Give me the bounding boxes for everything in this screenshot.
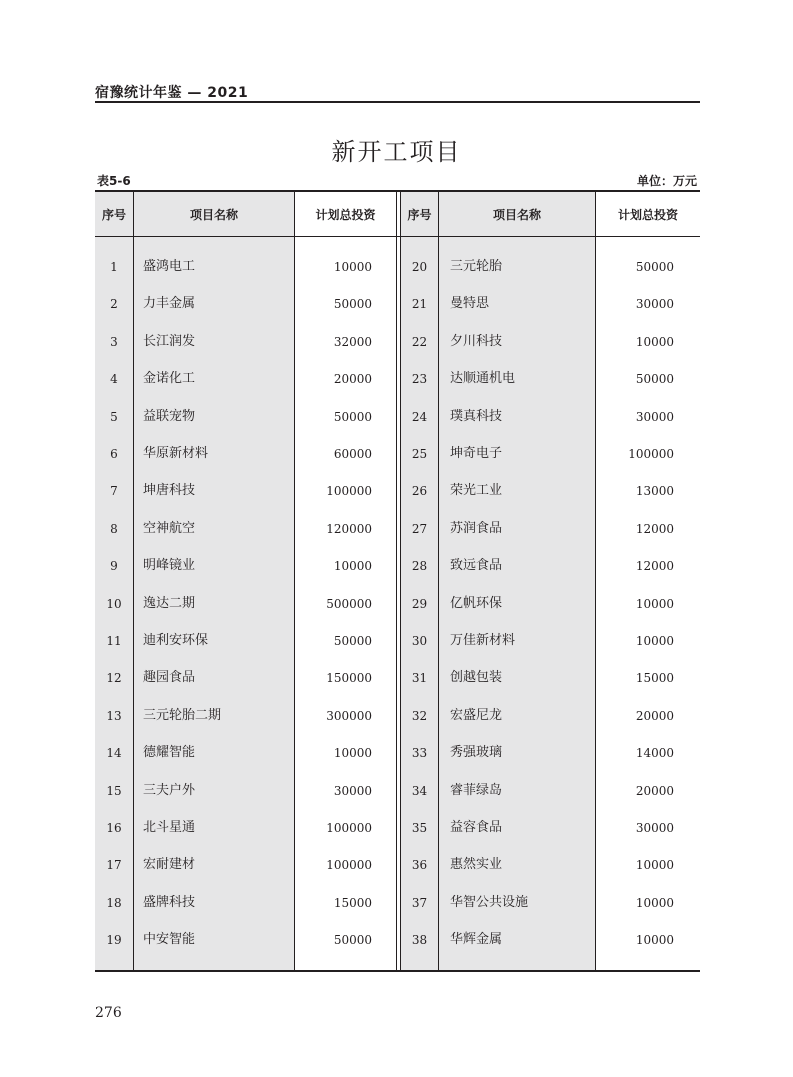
planned-investment: 12000 bbox=[635, 559, 674, 574]
running-head: 宿豫统计年鉴 — 2021 bbox=[95, 85, 249, 101]
project-name: 华智公共设施 bbox=[450, 894, 529, 910]
table-row bbox=[95, 481, 700, 501]
row-number: 26 bbox=[411, 484, 428, 499]
planned-investment: 10000 bbox=[635, 596, 674, 611]
project-name: 益容食品 bbox=[450, 820, 503, 835]
project-name: 宏耐建材 bbox=[143, 857, 196, 873]
project-name: 达顺通机电 bbox=[450, 371, 516, 387]
planned-investment: 50000 bbox=[333, 297, 372, 312]
project-name: 苏润食品 bbox=[450, 520, 503, 536]
table-row bbox=[95, 631, 700, 651]
row-number: 20 bbox=[411, 260, 428, 274]
project-name: 中安智能 bbox=[143, 932, 196, 948]
row-number: 3 bbox=[110, 334, 118, 349]
row-number: 11 bbox=[106, 634, 122, 648]
project-name: 秀强玻璃 bbox=[450, 745, 503, 761]
header-no-right: 序号 bbox=[407, 207, 432, 222]
table-row bbox=[95, 893, 700, 913]
row-number: 2 bbox=[110, 297, 118, 312]
project-name: 盛鸿电工 bbox=[143, 259, 196, 274]
header-investment-right: 计划总投资 bbox=[617, 207, 678, 222]
table-number: 表5-6 bbox=[97, 174, 131, 188]
planned-investment: 32000 bbox=[333, 334, 372, 349]
planned-investment: 30000 bbox=[333, 783, 372, 798]
planned-investment: 50000 bbox=[333, 409, 372, 424]
row-number: 17 bbox=[106, 858, 122, 873]
project-name: 致远食品 bbox=[450, 558, 503, 574]
row-number: 12 bbox=[106, 671, 122, 686]
row-number: 14 bbox=[106, 746, 122, 761]
project-name: 亿帆环保 bbox=[450, 595, 503, 611]
project-name: 长江润发 bbox=[143, 333, 196, 349]
row-number: 13 bbox=[106, 708, 122, 723]
project-name: 坤奇电子 bbox=[450, 446, 503, 461]
planned-investment: 30000 bbox=[635, 297, 674, 312]
planned-investment: 10000 bbox=[333, 260, 372, 274]
planned-investment: 150000 bbox=[326, 671, 372, 686]
project-name: 德耀智能 bbox=[143, 745, 196, 761]
table-row bbox=[95, 556, 700, 576]
planned-investment: 20000 bbox=[333, 372, 372, 387]
row-number: 15 bbox=[106, 783, 122, 798]
table-row bbox=[95, 818, 700, 838]
planned-investment: 30000 bbox=[635, 821, 674, 835]
planned-investment: 500000 bbox=[326, 596, 372, 611]
project-name: 逸达二期 bbox=[143, 595, 196, 611]
project-name: 益联宠物 bbox=[143, 408, 196, 424]
row-number: 10 bbox=[106, 596, 122, 611]
row-number: 7 bbox=[110, 484, 118, 499]
row-number: 36 bbox=[411, 858, 428, 873]
row-number: 24 bbox=[411, 409, 428, 424]
table-row bbox=[95, 332, 700, 352]
row-number: 28 bbox=[411, 559, 428, 574]
row-number: 9 bbox=[110, 559, 118, 574]
row-number: 29 bbox=[411, 596, 428, 611]
table-row bbox=[95, 407, 700, 427]
planned-investment: 50000 bbox=[635, 260, 674, 274]
planned-investment: 13000 bbox=[635, 484, 674, 499]
header-no-left: 序号 bbox=[101, 207, 126, 222]
planned-investment: 10000 bbox=[333, 559, 372, 574]
header-investment-left: 计划总投资 bbox=[315, 207, 376, 222]
planned-investment: 50000 bbox=[333, 634, 372, 648]
project-name: 坤唐科技 bbox=[143, 483, 196, 499]
header-name-left: 项目名称 bbox=[189, 207, 238, 222]
project-name: 迪利安环保 bbox=[143, 633, 209, 648]
table-row bbox=[95, 594, 700, 614]
planned-investment: 15000 bbox=[333, 895, 372, 910]
planned-investment: 10000 bbox=[635, 334, 674, 349]
row-number: 6 bbox=[110, 447, 118, 461]
row-number: 31 bbox=[411, 671, 428, 686]
page-number: 276 bbox=[95, 1005, 122, 1021]
planned-investment: 50000 bbox=[333, 933, 372, 948]
row-number: 30 bbox=[411, 634, 428, 648]
planned-investment: 120000 bbox=[326, 521, 372, 536]
page-title: 新开工项目 bbox=[331, 138, 462, 166]
table-row bbox=[95, 706, 700, 726]
planned-investment: 15000 bbox=[635, 671, 674, 686]
table-bottom-rule bbox=[95, 970, 700, 972]
project-name: 万佳新材料 bbox=[450, 633, 516, 648]
table-row bbox=[95, 369, 700, 389]
planned-investment: 60000 bbox=[333, 447, 372, 461]
table-header-rule bbox=[95, 236, 700, 237]
project-name: 惠然实业 bbox=[450, 857, 503, 873]
row-number: 21 bbox=[411, 297, 428, 312]
planned-investment: 10000 bbox=[635, 858, 674, 873]
planned-investment: 300000 bbox=[326, 708, 372, 723]
unit-label: 单位：万元 bbox=[636, 174, 697, 188]
project-name: 夕川科技 bbox=[450, 333, 503, 349]
row-number: 5 bbox=[110, 409, 118, 424]
row-number: 19 bbox=[106, 933, 122, 948]
row-number: 25 bbox=[411, 447, 428, 461]
project-name: 华辉金属 bbox=[450, 932, 503, 948]
planned-investment: 20000 bbox=[635, 708, 674, 723]
project-name: 创越包装 bbox=[450, 670, 503, 686]
header-rule bbox=[95, 101, 700, 103]
row-number: 8 bbox=[110, 521, 118, 536]
project-name: 曼特思 bbox=[450, 296, 490, 312]
row-number: 1 bbox=[110, 260, 118, 274]
project-name: 盛牌科技 bbox=[143, 894, 196, 910]
planned-investment: 10000 bbox=[333, 746, 372, 761]
planned-investment: 100000 bbox=[628, 447, 674, 461]
table-row bbox=[95, 781, 700, 801]
project-name: 三元轮胎 bbox=[450, 259, 503, 274]
project-name: 睿菲绿岛 bbox=[450, 782, 503, 798]
planned-investment: 10000 bbox=[635, 634, 674, 648]
planned-investment: 30000 bbox=[635, 409, 674, 424]
planned-investment: 100000 bbox=[326, 821, 372, 835]
planned-investment: 100000 bbox=[326, 858, 372, 873]
project-name: 趣园食品 bbox=[143, 670, 196, 686]
table-row bbox=[95, 257, 700, 277]
planned-investment: 10000 bbox=[635, 933, 674, 948]
row-number: 34 bbox=[411, 783, 428, 798]
project-name: 三夫户外 bbox=[143, 782, 196, 798]
row-number: 18 bbox=[106, 895, 122, 910]
table-row bbox=[95, 855, 700, 875]
planned-investment: 20000 bbox=[635, 783, 674, 798]
project-name: 宏盛尼龙 bbox=[450, 707, 503, 723]
project-name: 空神航空 bbox=[143, 520, 196, 536]
row-number: 4 bbox=[110, 372, 118, 387]
table-row bbox=[95, 743, 700, 763]
project-name: 华原新材料 bbox=[143, 446, 209, 461]
row-number: 35 bbox=[411, 821, 428, 835]
project-name: 璞真科技 bbox=[450, 408, 503, 424]
row-number: 38 bbox=[411, 933, 428, 948]
project-name: 金诺化工 bbox=[143, 371, 196, 387]
row-number: 16 bbox=[106, 821, 122, 835]
table-row bbox=[95, 668, 700, 688]
project-name: 三元轮胎二期 bbox=[143, 707, 222, 723]
planned-investment: 12000 bbox=[635, 521, 674, 536]
table-row bbox=[95, 930, 700, 950]
table-row bbox=[95, 519, 700, 539]
row-number: 33 bbox=[411, 746, 428, 761]
planned-investment: 100000 bbox=[326, 484, 372, 499]
project-name: 荣光工业 bbox=[450, 483, 503, 499]
table-row bbox=[95, 294, 700, 314]
planned-investment: 50000 bbox=[635, 372, 674, 387]
project-name: 北斗星通 bbox=[143, 820, 196, 835]
project-name: 力丰金属 bbox=[143, 296, 196, 312]
header-name-right: 项目名称 bbox=[492, 207, 541, 222]
row-number: 32 bbox=[411, 708, 428, 723]
row-number: 27 bbox=[411, 521, 428, 536]
row-number: 22 bbox=[411, 334, 428, 349]
row-number: 37 bbox=[411, 895, 428, 910]
project-name: 明峰镜业 bbox=[143, 558, 196, 574]
planned-investment: 10000 bbox=[635, 895, 674, 910]
row-number: 23 bbox=[411, 372, 428, 387]
projects-table bbox=[95, 190, 700, 973]
planned-investment: 14000 bbox=[635, 746, 674, 761]
table-row bbox=[95, 444, 700, 464]
